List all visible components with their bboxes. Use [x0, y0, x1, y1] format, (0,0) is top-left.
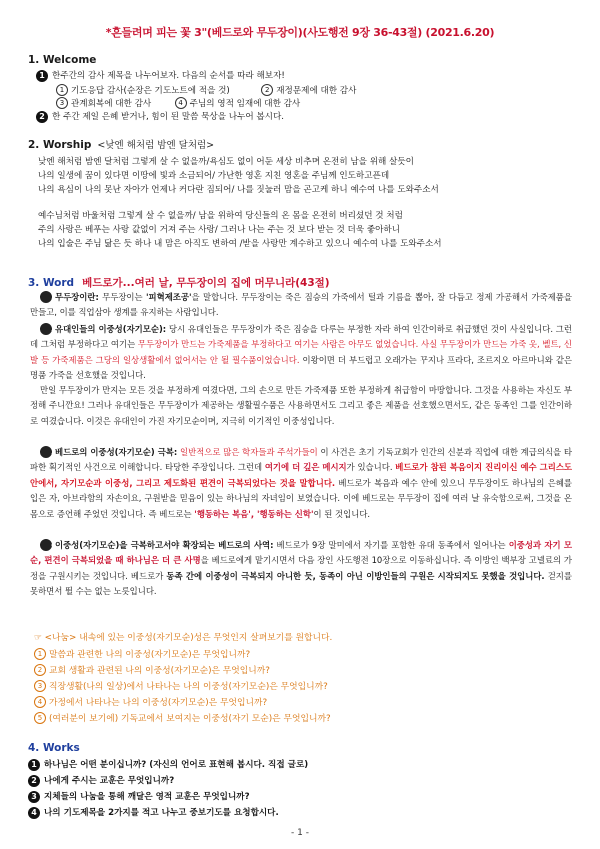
works-item: 4 나의 기도제목을 2가지를 적고 나누고 중보기도를 요청합시다. — [28, 807, 279, 819]
lyric-line: 나의 일생에 꿈이 있다면 이땅에 빛과 소금되어/ 가난한 영혼 지친 영혼을 주님께 인도하고픈데 — [38, 171, 390, 181]
lyric-line: 주의 사랑은 베푸는 사랑 값없이 거져 주는 사랑/ 그러나 나는 주는 것 보다 받는 것 더욱 좋아하니 — [38, 225, 401, 235]
sharing-question: 3 직장생활(나의 일상)에서 나타나는 나의 이중성(자기모순)은 무엇입니까? — [34, 680, 328, 693]
lyric-line: 낮엔 해처럼 밤엔 달처럼 그렇게 살 수 없을까/욕심도 없이 어둔 세상 비추며 온전히 남을 위해 살듯이 — [38, 157, 414, 167]
word-heading: 3. Word 베드로가...여러 날, 무두장이의 집에 머무니라(43절) — [28, 277, 330, 289]
circled-1-icon: 1 — [34, 648, 46, 660]
welcome-item-2: 2 한 주간 제일 은혜 받거나, 힘이 된 말씀 묵상을 나누어 봅시다. — [36, 111, 284, 123]
circled-3-icon: 3 — [34, 680, 46, 692]
welcome-sub-row-1: 1 기도응답 감사(순장은 기도노트에 적을 것) 2 재정문제에 대한 감사 — [56, 84, 356, 97]
circled-1-icon: 1 — [56, 84, 68, 96]
bullet-3-icon: 3 — [28, 791, 40, 803]
word-paragraph-2: 2유대인들의 이중성(자기모순): 당시 유대인들은 무두장이가 죽은 짐승을 다루는 부정한 자라 하여 인간이하로 취급했던 것이 사실입니다. 그런데 그처럼 부정하다고 여기는 무두장이가 만드는 가죽제품을 부정하다고 여기는 사람은 아무도 없었습니다. 사실 무두장이가 만드는 가죽 옷, 벨트, 신발 등 가죽제품은 그당의 일상생활에서 없어서는 안 될 필수품이었습니다. 이왕이면 더 부드럽고 오래가는 꾸지나 프라다, 조르지오 아르마니와 같은 명품 가죽을 선호했을 것입니다. — [30, 324, 573, 381]
works-item: 2 나에게 주시는 교훈은 무엇입니까? — [28, 775, 174, 787]
word-paragraph-5: 4이중성(자기모순)을 극복하고서야 확장되는 베드로의 사역: 베드로가 9장 말미에서 자기를 포함한 유대 동족에서 일어나는 이중성과 자기 모순, 편견이 극복되었을 때 하나님은 더 큰 사명을 베드로에게 맡기시면서 다음 장인 사도행전 10장으로 이동하십니다. 즉 이방인 백부장 고넬료의 가정을 구원시키는 것입니다. 베드로가 동족 간에 이중성이 극복되지 아니한 듯, 동족이 아닌 이방인들의 구원은 시작되지도 못했을 것입니다. 걷지를 못하면서 뛸 수는 없는 노릇입니다. — [30, 540, 573, 597]
page-title: *흔들려며 피는 꽃 3"(베드로와 무두장이)(사도행전 9장 36-43절) (2021.6.20) — [105, 26, 495, 39]
sharing-intro: ☞ <나눔> 내속에 있는 이중성(자기모순)성은 무엇인지 살펴보기를 원합니다. — [34, 633, 333, 643]
bullet-2-icon: 2 — [36, 111, 48, 123]
worship-heading: 2. Worship <낮엔 해처럼 밤엔 달처럼> — [28, 139, 215, 151]
word-paragraph-3: 만일 무두장이가 만지는 모든 것을 부정하게 여겼다면, 그의 손으로 만든 가죽제품 또한 부정하게 취급함이 마땅합니다. 그것을 사용하는 자신도 부정해 주니깐요! 그러나 유대인들은 무두장이가 제공하는 생활필수품은 사용하면서도 그리고 좋은 제품을 선호했으면서도, 같은 동족인 그를 인간이하로 여겼습니다. 이것은 유대인이 가진 자기모순이며, 지극히 이기적인 이중성입니다. — [30, 385, 572, 426]
word-paragraph-4: 3베드로의 이중성(자기모순) 극복: 일반적으로 많은 학자들과 주석가들이 이 사건은 초기 기독교회가 인간의 신분과 직업에 대한 계급의식을 타파한 획기적인 사건으로 이해합니다. 타당한 주장입니다. 그런데 여기에 더 깊은 메시지가 있습니다. 베드로가 참된 복음이지 진리이신 예수 그리스도 안에서, 자기모순과 이중성, 그리고 제도화된 편견이 극복되었다는 것을 말합니다. 베드로가 복음과 예수 안에 있으니 무두장이도 하나님의 은혜를 입은 자, 아브라함의 자손이요, 구원받을 믿음이 있는 하나님의 자녀임이 보였습니다. 이에 베드로는 무두장이 집에 여러 날 유숙함으로써, 그것을 온 몸으로 증언해 주었던 것입니다. 즉 베드로는 '행동하는 복음', '행동하는 신학'이 된 것입니다. — [30, 447, 572, 519]
welcome-heading: 1. Welcome — [28, 54, 97, 66]
circled-1-icon: 1 — [40, 291, 52, 303]
word-paragraph-1: 1무두장이란: 무두장이는 '피혁제조공'을 말합니다. 무두장이는 죽은 짐승의 가죽에서 털과 기름을 뽑아, 잘 다듬고 정제 가공해서 가죽제품을 만들고, 이를 직업삼아 생계를 유지하는 사람입니다. — [30, 292, 572, 318]
circled-5-icon: 5 — [34, 712, 46, 724]
sharing-question: 1 말씀과 관련한 나의 이중성(자기모순)은 무엇입니까? — [34, 648, 250, 661]
bullet-1-icon: 1 — [36, 70, 48, 82]
welcome-item-1: 1 한주간의 감사 제목을 나누어보자. 다음의 순서를 따라 해보자! — [36, 70, 285, 82]
circled-3-icon: 3 — [40, 446, 52, 458]
works-heading: 4. Works — [28, 742, 80, 754]
works-item: 1 하나님은 어떤 분이십니까? (자신의 언어로 표현해 봅시다. 직접 글로) — [28, 759, 308, 771]
bullet-4-icon: 4 — [28, 807, 40, 819]
circled-2-icon: 2 — [261, 84, 273, 96]
welcome-sub-row-2: 3 관계회복에 대한 감사 4 주님의 영적 임재에 대한 감사 — [56, 97, 300, 110]
lyric-line: 예수님처럼 바울처럼 그렇게 살 수 없을까/ 남을 위하여 당신들의 온 몸을 온전히 버리셨던 것 처럼 — [38, 211, 403, 221]
circled-3-icon: 3 — [56, 97, 68, 109]
page-number: - 1 - — [291, 828, 309, 838]
lyric-line: 나의 입술은 주님 닮은 듯 하나 내 맘은 아직도 변하여 /받을 사랑만 계수하고 있으니 예수여 나를 도와주소서 — [38, 239, 442, 249]
circled-4-icon: 4 — [34, 696, 46, 708]
circled-4-icon: 4 — [40, 539, 52, 551]
works-item: 3 지체들의 나눔을 통해 깨달은 영적 교훈은 무엇입니까? — [28, 791, 250, 803]
song-title: <낮엔 해처럼 밤엔 달처럼> — [97, 140, 215, 151]
circled-2-icon: 2 — [34, 664, 46, 676]
sharing-question: 5 (여러분이 보기에) 기독교에서 보여지는 이중성(자기 모순)은 무엇입니까? — [34, 712, 331, 725]
bullet-2-icon: 2 — [28, 775, 40, 787]
bullet-1-icon: 1 — [28, 759, 40, 771]
circled-4-icon: 4 — [175, 97, 187, 109]
lyric-line: 나의 욕심이 나의 못난 자아가 언제나 커다란 짐되어/ 나를 짓눌러 맘을 곤고케 하니 예수여 나를 도와주소서 — [38, 185, 439, 195]
circled-2-icon: 2 — [40, 323, 52, 335]
word-passage: 베드로가...여러 날, 무두장이의 집에 머무니라(43절) — [82, 277, 330, 289]
sharing-question: 4 가정에서 나타나는 나의 이중성(자기모순)은 무엇입니까? — [34, 696, 267, 709]
sharing-question: 2 교회 생활과 관련된 나의 이중성(자기모순)은 무엇입니까? — [34, 664, 270, 677]
